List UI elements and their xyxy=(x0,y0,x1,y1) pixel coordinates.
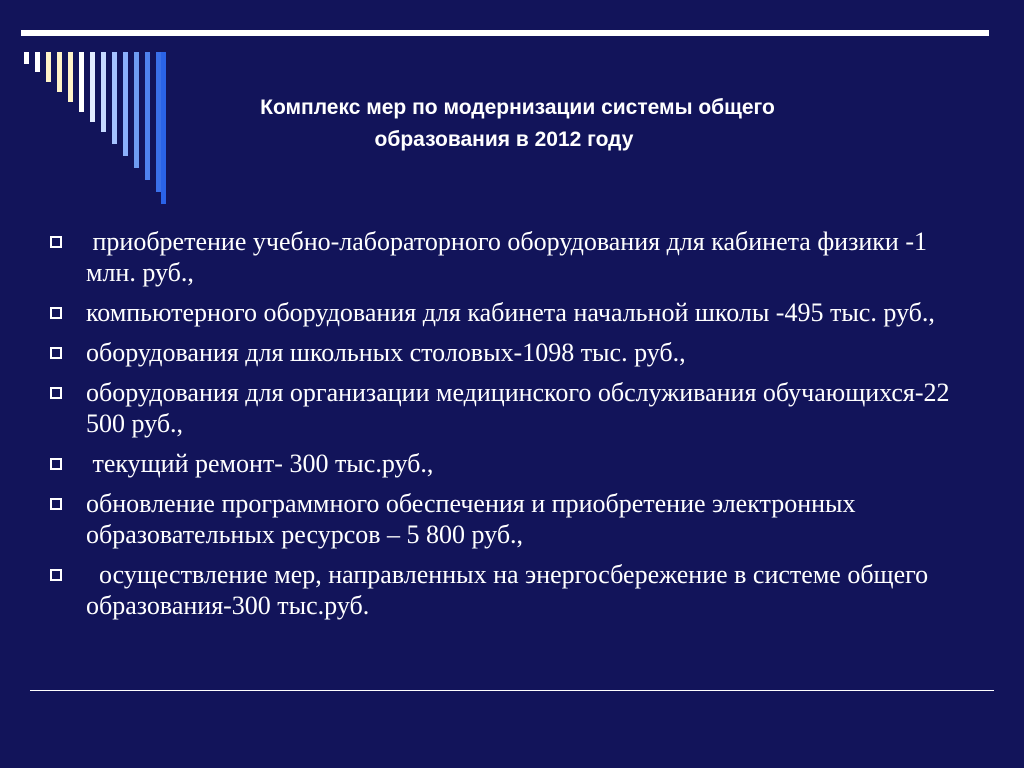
comb-bar xyxy=(101,52,106,132)
comb-bar xyxy=(90,52,95,122)
bullet-item xyxy=(48,226,978,288)
slide-title-line-2: образования в 2012 году xyxy=(374,128,634,151)
comb-bar xyxy=(68,52,73,102)
comb-bar xyxy=(24,52,29,64)
bottom-divider xyxy=(30,690,994,691)
bullet-item xyxy=(48,297,978,328)
bullet-list xyxy=(48,226,978,630)
bullet-text: компьютерного оборудования для кабинета начальной школы -495 тыс. руб., xyxy=(86,298,935,327)
comb-bar xyxy=(112,52,117,144)
square-bullet-icon xyxy=(50,498,62,510)
square-bullet-icon xyxy=(50,236,62,248)
comb-bar xyxy=(161,52,166,204)
comb-bar xyxy=(123,52,128,156)
bullet-text: осуществление мер, направленных на энергосбережение в системе общего образования-300 тыс.руб. xyxy=(86,560,935,620)
bullet-text: оборудования для организации медицинского обслуживания обучающихся-22 500 руб., xyxy=(86,378,950,438)
comb-bar xyxy=(46,52,51,82)
square-bullet-icon xyxy=(50,347,62,359)
bullet-item xyxy=(48,448,978,479)
bullet-text: оборудования для школьных столовых-1098 тыс. руб., xyxy=(86,338,686,367)
slide-title-line-1: Комплекс мер по модернизации системы общего xyxy=(260,96,775,119)
comb-bar xyxy=(35,52,40,72)
slide-title xyxy=(200,92,800,156)
comb-bar xyxy=(134,52,139,168)
bullet-item xyxy=(48,337,978,368)
square-bullet-icon xyxy=(50,387,62,399)
bullet-text: обновление программного обеспечения и приобретение электронных образовательных ресурсов – 5 800 руб., xyxy=(86,489,856,549)
bullet-item xyxy=(48,488,978,550)
top-decorative-rule xyxy=(21,30,989,36)
bullet-item xyxy=(48,559,978,621)
bullet-item xyxy=(48,377,978,439)
bullet-text: текущий ремонт- 300 тыс.руб., xyxy=(86,449,434,478)
comb-bar xyxy=(57,52,62,92)
square-bullet-icon xyxy=(50,458,62,470)
comb-bar xyxy=(79,52,84,112)
square-bullet-icon xyxy=(50,307,62,319)
bullet-text: приобретение учебно-лабораторного оборудования для кабинета физики -1 млн. руб., xyxy=(86,227,934,287)
comb-bar xyxy=(145,52,150,180)
square-bullet-icon xyxy=(50,569,62,581)
